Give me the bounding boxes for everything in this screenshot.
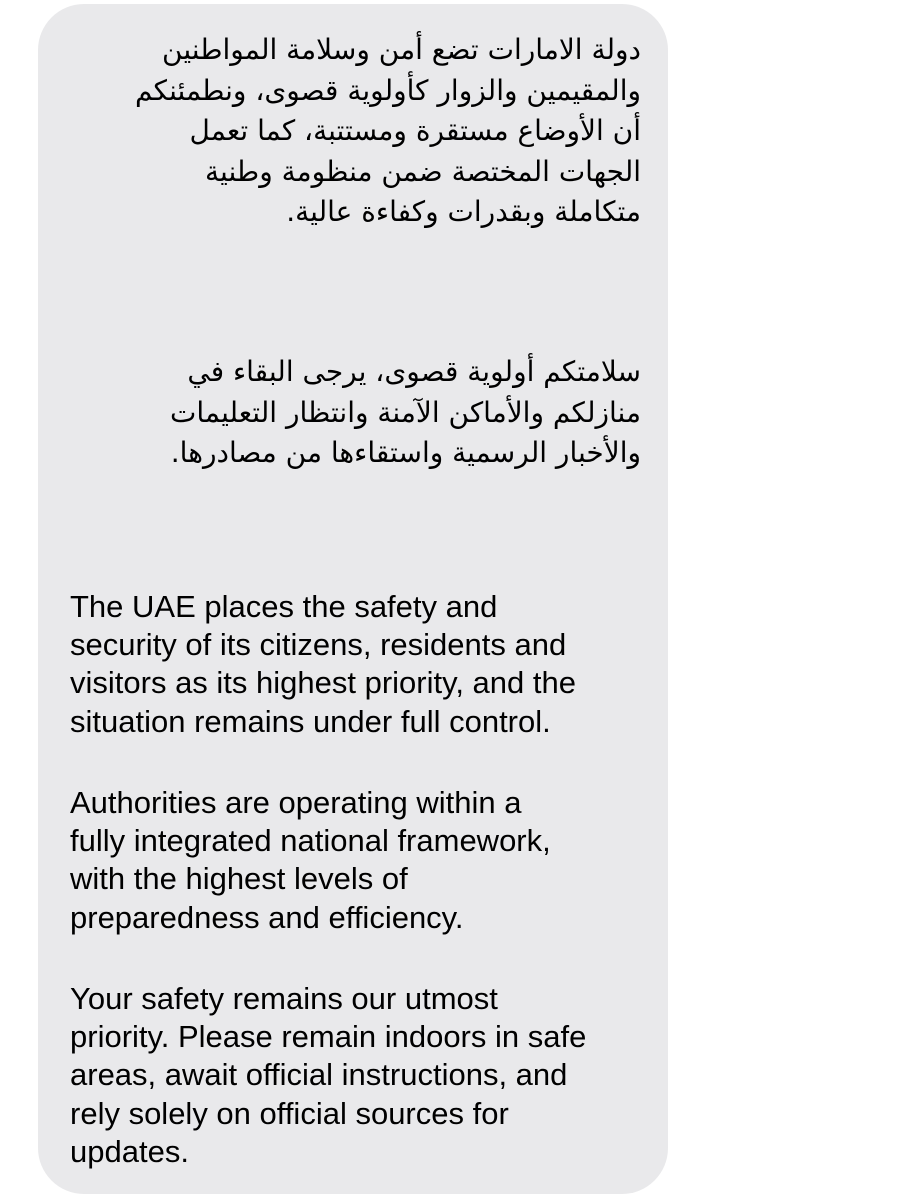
message-paragraph-english-3: Your safety remains our utmost priority. Please remain indoors in safe areas, await official instructions, and rely solely on official sources for updates. — [70, 981, 587, 1169]
message-paragraph-arabic-2: سلامتكم أولوية قصوى، يرجى البقاء في منازلكم والأماكن الآمنة وانتظار التعليمات والأخبار الرسمية واستقاءها من مصادرها. — [169, 355, 641, 469]
message-paragraph-english-2: Authorities are operating within a fully integrated national framework, with the highest levels of preparedness and efficiency. — [70, 785, 551, 935]
received-message-bubble[interactable] — [38, 4, 668, 1194]
message-paragraph-english-1: The UAE places the safety and security of its citizens, residents and visitors as its highest priority, and the situation remains under full control. — [70, 589, 576, 739]
message-paragraph-arabic-1: دولة الامارات تضع أمن وسلامة المواطنين والمقيمين والزوار كأولوية قصوى، ونطمئنكم أن الأوضاع مستقرة ومستتبة، كما تعمل الجهات المختصة ضمن منظومة وطنية متكاملة وبقدرات وكفاءة عالية. — [134, 33, 641, 228]
